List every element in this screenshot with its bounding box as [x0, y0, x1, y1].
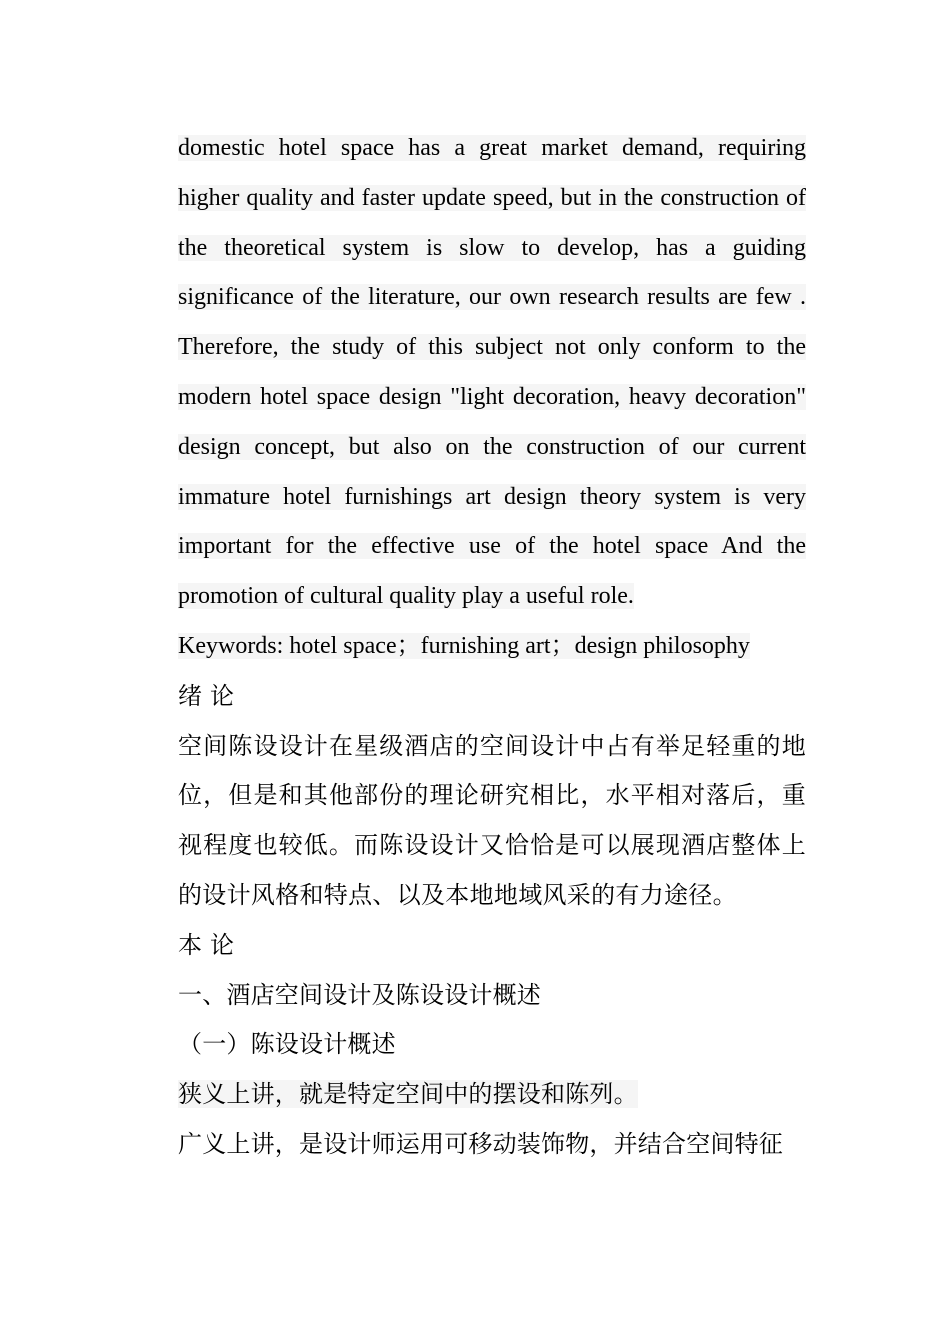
- abstract-paragraph: [178, 124, 806, 622]
- document-page: [178, 124, 806, 1170]
- body-heading: 本 论: [178, 930, 235, 959]
- abstract-text: domestic hotel space has a great market demand, requiring higher quality and faster update speed, but in the construction of the theoretical system is slow to develop, has a guiding significance of the literature, our own research results are few . Therefore, the study of this subject not only conform to the modern hotel space design "light decoration, heavy decoration" design concept, but also on the construction of our current immature hotel furnishings art design theory system is very important for the effective use of the hotel space And the promotion of cultural quality play a useful role.: [178, 135, 806, 610]
- keywords-line: [178, 622, 806, 672]
- intro-heading: 绪 论: [178, 681, 235, 710]
- broad-definition: 广义上讲，是设计师运用可移动装饰物，并结合空间特征: [178, 1129, 783, 1158]
- section-1-heading: 一、酒店空间设计及陈设设计概述: [178, 980, 541, 1009]
- intro-text: 空间陈设设计在星级酒店的空间设计中占有举足轻重的地位，但是和其他部份的理论研究相比，水平相对落后，重视程度也较低。而陈设设计又恰恰是可以展现酒店整体上的设计风格和特点、以及本地地域风采的有力途径。: [178, 731, 806, 909]
- subsection-1-heading: （一）陈设设计概述: [178, 1030, 396, 1059]
- intro-paragraph: [178, 722, 806, 921]
- keywords-text: Keywords: hotel space；furnishing art；design philosophy: [178, 632, 750, 659]
- narrow-definition: [178, 1070, 806, 1120]
- narrow-definition-text: 狭义上讲，就是特定空间中的摆设和陈列。: [178, 1080, 638, 1109]
